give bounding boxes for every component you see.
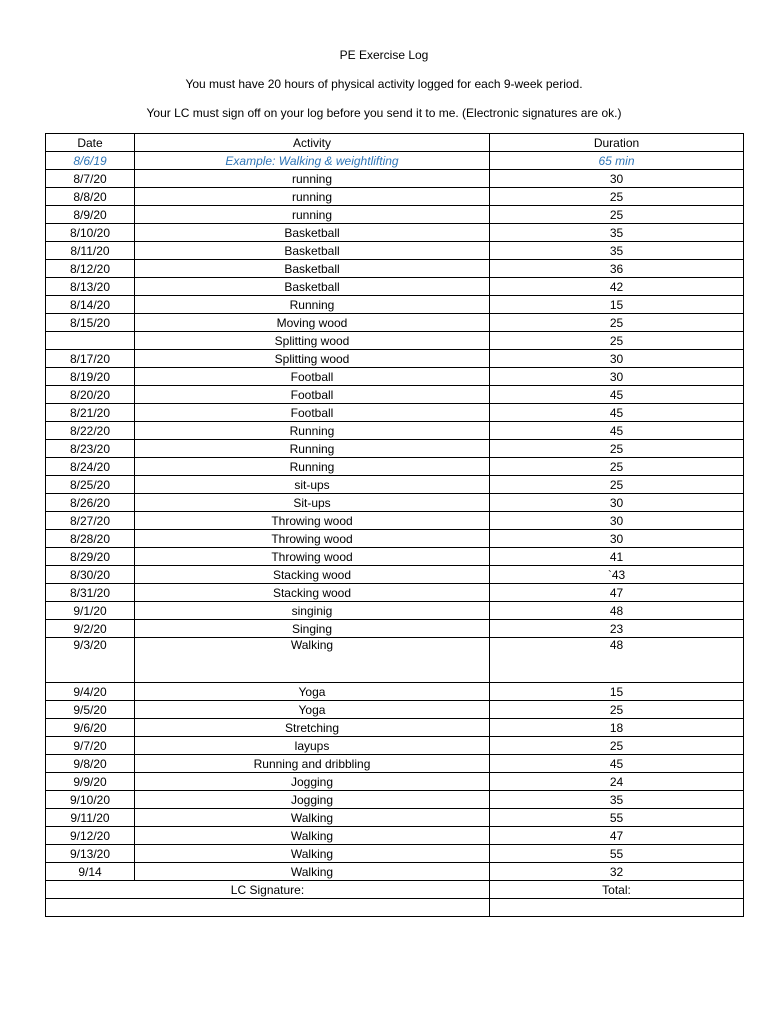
table-row — [46, 827, 744, 845]
activity-cell: Walking — [135, 845, 490, 863]
activity-cell: Throwing wood — [135, 512, 490, 530]
signature-entry-row — [46, 899, 744, 917]
table-row — [46, 845, 744, 863]
date-cell: 9/1/20 — [46, 602, 135, 620]
duration-cell: 35 — [490, 224, 744, 242]
table-row — [46, 755, 744, 773]
date-cell: 8/9/20 — [46, 206, 135, 224]
table-row — [46, 620, 744, 638]
activity-cell: Splitting wood — [135, 350, 490, 368]
date-cell: 8/30/20 — [46, 566, 135, 584]
signature-row — [46, 881, 744, 899]
table-row — [46, 404, 744, 422]
date-cell: 8/22/20 — [46, 422, 135, 440]
table-row — [46, 638, 744, 683]
table-row — [46, 242, 744, 260]
duration-cell: 55 — [490, 809, 744, 827]
duration-cell: 48 — [490, 602, 744, 620]
date-cell: 8/20/20 — [46, 386, 135, 404]
duration-cell: 25 — [490, 440, 744, 458]
activity-cell: Yoga — [135, 683, 490, 701]
activity-cell: Running — [135, 458, 490, 476]
duration-cell: 35 — [490, 242, 744, 260]
activity-cell: Basketball — [135, 260, 490, 278]
duration-cell: 18 — [490, 719, 744, 737]
activity-cell: Walking — [135, 638, 490, 683]
table-row — [46, 368, 744, 386]
log-body — [46, 152, 744, 881]
activity-cell: running — [135, 188, 490, 206]
table-row — [46, 530, 744, 548]
activity-cell: Stacking wood — [135, 584, 490, 602]
activity-cell: Throwing wood — [135, 530, 490, 548]
table-row — [46, 206, 744, 224]
total-label: Total: — [490, 881, 744, 899]
duration-cell: 47 — [490, 827, 744, 845]
activity-cell: Running — [135, 422, 490, 440]
signoff-line: Your LC must sign off on your log before you send it to me. (Electronic signatures are ok.) — [146, 106, 622, 120]
date-cell: 8/21/20 — [46, 404, 135, 422]
date-cell: 8/26/20 — [46, 494, 135, 512]
exercise-log-table — [45, 133, 744, 917]
duration-cell: 25 — [490, 737, 744, 755]
activity-cell: Stretching — [135, 719, 490, 737]
example-date: 8/6/19 — [46, 152, 135, 170]
example-row — [46, 152, 744, 170]
activity-cell: Basketball — [135, 278, 490, 296]
duration-cell: 45 — [490, 404, 744, 422]
activity-cell: Basketball — [135, 224, 490, 242]
duration-cell: 30 — [490, 512, 744, 530]
table-row — [46, 584, 744, 602]
table-row — [46, 440, 744, 458]
table-row — [46, 719, 744, 737]
duration-cell: 25 — [490, 701, 744, 719]
duration-column-header: Duration — [490, 134, 744, 152]
table-row — [46, 737, 744, 755]
activity-cell: Yoga — [135, 701, 490, 719]
date-cell: 8/24/20 — [46, 458, 135, 476]
date-cell: 8/31/20 — [46, 584, 135, 602]
duration-cell: 47 — [490, 584, 744, 602]
duration-cell: 30 — [490, 530, 744, 548]
lc-signature-field[interactable] — [46, 899, 490, 917]
example-duration: 65 min — [490, 152, 744, 170]
date-cell: 8/8/20 — [46, 188, 135, 206]
activity-cell: Football — [135, 404, 490, 422]
date-cell: 9/10/20 — [46, 791, 135, 809]
activity-cell: sit-ups — [135, 476, 490, 494]
header-row — [46, 134, 744, 152]
date-cell: 8/12/20 — [46, 260, 135, 278]
duration-cell: 32 — [490, 863, 744, 881]
activity-cell: Football — [135, 386, 490, 404]
date-cell: 9/11/20 — [46, 809, 135, 827]
table-row — [46, 170, 744, 188]
date-cell: 8/27/20 — [46, 512, 135, 530]
duration-cell: 25 — [490, 332, 744, 350]
table-row — [46, 458, 744, 476]
duration-cell: `43 — [490, 566, 744, 584]
table-row — [46, 791, 744, 809]
table-row — [46, 350, 744, 368]
activity-cell: Walking — [135, 809, 490, 827]
duration-cell: 15 — [490, 683, 744, 701]
duration-cell: 25 — [490, 314, 744, 332]
activity-cell: Sit-ups — [135, 494, 490, 512]
date-cell: 8/14/20 — [46, 296, 135, 314]
duration-cell: 25 — [490, 458, 744, 476]
date-cell: 8/11/20 — [46, 242, 135, 260]
page-title: PE Exercise Log — [339, 48, 429, 62]
duration-cell: 25 — [490, 206, 744, 224]
activity-cell: Walking — [135, 863, 490, 881]
table-row — [46, 566, 744, 584]
date-cell: 8/29/20 — [46, 548, 135, 566]
activity-cell: Throwing wood — [135, 548, 490, 566]
activity-column-header: Activity — [135, 134, 490, 152]
date-cell: 9/12/20 — [46, 827, 135, 845]
activity-cell: Jogging — [135, 791, 490, 809]
table-row — [46, 683, 744, 701]
table-row — [46, 809, 744, 827]
duration-cell: 24 — [490, 773, 744, 791]
duration-cell: 25 — [490, 188, 744, 206]
lc-signature-label: LC Signature: — [46, 881, 490, 899]
duration-cell: 30 — [490, 368, 744, 386]
activity-cell: singinig — [135, 602, 490, 620]
table-row — [46, 494, 744, 512]
duration-cell: 45 — [490, 386, 744, 404]
duration-cell: 36 — [490, 260, 744, 278]
duration-cell: 45 — [490, 422, 744, 440]
table-row — [46, 260, 744, 278]
duration-cell: 30 — [490, 170, 744, 188]
date-cell: 8/7/20 — [46, 170, 135, 188]
duration-cell: 15 — [490, 296, 744, 314]
duration-cell: 30 — [490, 494, 744, 512]
table-row — [46, 332, 744, 350]
example-activity: Example: Walking & weightlifting — [135, 152, 490, 170]
requirement-line: You must have 20 hours of physical activity logged for each 9-week period. — [185, 77, 583, 91]
table-row — [46, 278, 744, 296]
duration-cell: 25 — [490, 476, 744, 494]
date-cell: 8/15/20 — [46, 314, 135, 332]
date-cell: 9/2/20 — [46, 620, 135, 638]
duration-cell: 55 — [490, 845, 744, 863]
table-row — [46, 296, 744, 314]
duration-cell: 30 — [490, 350, 744, 368]
date-cell: 9/7/20 — [46, 737, 135, 755]
activity-cell: Basketball — [135, 242, 490, 260]
total-field[interactable] — [490, 899, 744, 917]
date-column-header: Date — [46, 134, 135, 152]
table-row — [46, 602, 744, 620]
table-row — [46, 422, 744, 440]
duration-cell: 41 — [490, 548, 744, 566]
duration-cell: 48 — [490, 638, 744, 683]
duration-cell: 42 — [490, 278, 744, 296]
activity-cell: Moving wood — [135, 314, 490, 332]
activity-cell: Running — [135, 440, 490, 458]
date-cell: 8/25/20 — [46, 476, 135, 494]
date-cell: 9/14 — [46, 863, 135, 881]
activity-cell: Singing — [135, 620, 490, 638]
table-row — [46, 224, 744, 242]
date-cell: 9/5/20 — [46, 701, 135, 719]
activity-cell: Running — [135, 296, 490, 314]
date-cell: 8/17/20 — [46, 350, 135, 368]
table-row — [46, 773, 744, 791]
date-cell: 8/10/20 — [46, 224, 135, 242]
table-row — [46, 476, 744, 494]
activity-cell: Jogging — [135, 773, 490, 791]
activity-cell: Splitting wood — [135, 332, 490, 350]
date-cell: 9/8/20 — [46, 755, 135, 773]
activity-cell: Football — [135, 368, 490, 386]
activity-cell: running — [135, 170, 490, 188]
date-cell: 8/19/20 — [46, 368, 135, 386]
table-row — [46, 512, 744, 530]
date-cell: 9/4/20 — [46, 683, 135, 701]
table-row — [46, 188, 744, 206]
date-cell: 9/13/20 — [46, 845, 135, 863]
date-cell: 9/6/20 — [46, 719, 135, 737]
activity-cell: running — [135, 206, 490, 224]
activity-cell: Stacking wood — [135, 566, 490, 584]
date-cell: 8/28/20 — [46, 530, 135, 548]
date-cell: 8/13/20 — [46, 278, 135, 296]
date-cell: 8/23/20 — [46, 440, 135, 458]
table-row — [46, 548, 744, 566]
activity-cell: layups — [135, 737, 490, 755]
activity-cell: Running and dribbling — [135, 755, 490, 773]
table-row — [46, 314, 744, 332]
date-cell: 9/9/20 — [46, 773, 135, 791]
table-row — [46, 386, 744, 404]
table-row — [46, 701, 744, 719]
date-cell: 9/3/20 — [46, 638, 135, 683]
table-row — [46, 863, 744, 881]
duration-cell: 35 — [490, 791, 744, 809]
duration-cell: 23 — [490, 620, 744, 638]
duration-cell: 45 — [490, 755, 744, 773]
date-cell — [46, 332, 135, 350]
activity-cell: Walking — [135, 827, 490, 845]
